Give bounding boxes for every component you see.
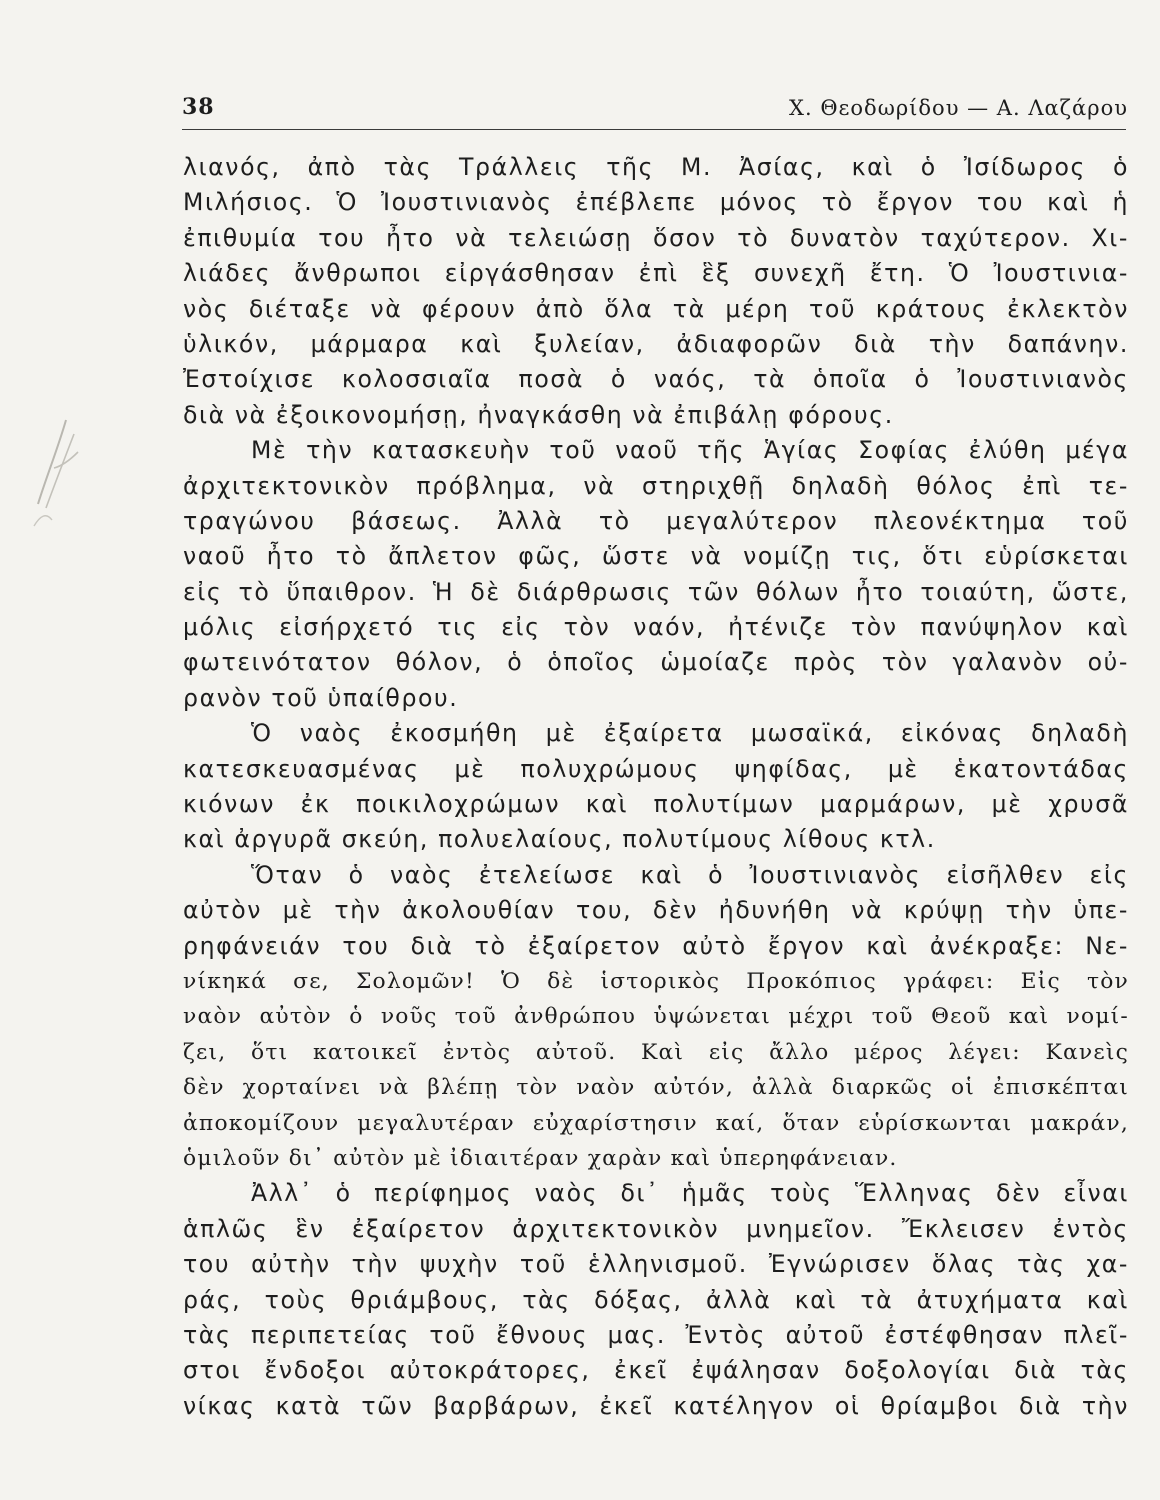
text-line: κιόνων ἐκ ποικιλοχρώμων καὶ πολυτίμων μαρμάρων, μὲ χρυσᾶ [183, 790, 1129, 819]
text-line: νίκηκά σε, Σολομῶν! Ὁ δὲ ἱστορικὸς Προκόπιος γράφει: Εἰς τὸν [183, 968, 1129, 994]
text-line: Ὁ ναὸς ἐκοσμήθη μὲ ἐξαίρετα μωσαϊκά, εἰκόνας δηλαδὴ [251, 719, 1129, 748]
text-line: στοι ἔνδοξοι αὐτοκράτορες, ἐκεῖ ἐψάλησαν δοξολογίαι διὰ τὰς [183, 1356, 1129, 1385]
text-line: Ἀλλ᾿ ὁ περίφημος ναὸς δι᾿ ἡμᾶς τοὺς Ἕλληνας δὲν εἶναι [251, 1179, 1129, 1208]
text-line: του αὐτὴν τὴν ψυχὴν τοῦ ἑλληνισμοῦ. Ἐγνώρισεν ὅλας τὰς χα- [183, 1250, 1129, 1279]
page-number: 38 [182, 94, 215, 120]
text-line: Ἐστοίχισε κολοσσιαῖα ποσὰ ὁ ναός, τὰ ὁποῖα ὁ Ἰουστινιανὸς [183, 365, 1129, 394]
text-line: μόλις εἰσήρχετό τις εἰς τὸν ναόν, ἠτένιζε τὸν πανύψηλον καὶ [183, 613, 1129, 642]
text-line: διὰ νὰ ἐξοικονομήσῃ, ἠναγκάσθη νὰ ἐπιβάλῃ φόρους. [183, 400, 894, 429]
text-line: λιάδες ἄνθρωποι εἰργάσθησαν ἐπὶ ἓξ συνεχῆ ἔτη. Ὁ Ἰουστινια- [183, 259, 1129, 288]
text-line: τραγώνου βάσεως. Ἀλλὰ τὸ μεγαλύτερον πλεονέκτημα τοῦ [183, 506, 1129, 535]
text-line: εἰς τὸ ὕπαιθρον. Ἡ δὲ διάρθρωσις τῶν θόλων ἦτο τοιαύτη, ὥστε, [183, 577, 1129, 606]
text-line: ὁμιλοῦν δι᾿ αὐτὸν μὲ ἰδιαιτέραν χαρὰν καὶ ὑπερηφάνειαν. [183, 1145, 898, 1171]
text-line: τὰς περιπετείας τοῦ ἔθνους μας. Ἐντὸς αὐτοῦ ἐστέφθησαν πλεῖ- [183, 1320, 1129, 1349]
text-line: αὐτὸν μὲ τὴν ἀκολουθίαν του, δὲν ἠδυνήθη νὰ κρύψῃ τὴν ὑπε- [183, 896, 1129, 925]
text-line: λιανός, ἀπὸ τὰς Τράλλεις τῆς Μ. Ἀσίας, καὶ ὁ Ἰσίδωρος ὁ [183, 153, 1129, 181]
text-line: Ὅταν ὁ ναὸς ἐτελείωσε καὶ ὁ Ἰουστινιανὸς εἰσῆλθεν εἰς [251, 860, 1129, 889]
text-line: Μὲ τὴν κατασκευὴν τοῦ ναοῦ τῆς Ἁγίας Σοφίας ἐλύθη μέγα [251, 436, 1129, 465]
text-line: ἀρχιτεκτονικὸν πρόβλημα, νὰ στηριχθῇ δηλαδὴ θόλος ἐπὶ τε- [183, 471, 1129, 500]
text-line: Μιλήσιος. Ὁ Ἰουστινιανὸς ἐπέβλεπε μόνος τὸ ἔργον του καὶ ἡ [183, 188, 1129, 217]
text-line: δὲν χορταίνει νὰ βλέπῃ τὸν ναὸν αὐτόν, ἀλλὰ διαρκῶς οἱ ἐπισκέπται [183, 1075, 1129, 1101]
text-line: ρανὸν τοῦ ὑπαίθρου. [183, 683, 459, 712]
header-rule [182, 129, 1126, 130]
page-header [182, 94, 1128, 128]
text-line: νίκας κατὰ τῶν βαρβάρων, ἐκεῖ κατέληγον οἱ θρίαμβοι διὰ τὴν [183, 1391, 1129, 1420]
text-line: ζει, ὅτι κατοικεῖ ἐντὸς αὐτοῦ. Καὶ εἰς ἄλλο μέρος λέγει: Κανεὶς [183, 1039, 1129, 1065]
body-text [183, 150, 1129, 1424]
text-line: ἀποκομίζουν μεγαλυτέραν εὐχαρίστησιν καί, ὅταν εὑρίσκωνται μακράν, [183, 1110, 1129, 1136]
text-line: φωτεινότατον θόλον, ὁ ὁποῖος ὡμοίαζε πρὸς τὸν γαλανὸν οὐ- [183, 648, 1129, 677]
text-line: ἁπλῶς ἓν ἐξαίρετον ἀρχιτεκτονικὸν μνημεῖον. Ἔκλεισεν ἐντὸς [183, 1214, 1129, 1243]
pencil-mark [24, 408, 94, 538]
text-line: ράς, τοὺς θριάμβους, τὰς δόξας, ἀλλὰ καὶ τὰ ἀτυχήματα καὶ [183, 1285, 1129, 1314]
text-line: ρηφάνειάν του διὰ τὸ ἐξαίρετον αὐτὸ ἔργον καὶ ἀνέκραξε: Νε- [183, 931, 1129, 960]
running-head-authors: Χ. Θεοδωρίδου — Α. Λαζάρου [789, 96, 1128, 120]
text-line: ἐπιθυμία του ἦτο νὰ τελειώσῃ ὅσον τὸ δυνατὸν ταχύτερον. Χι- [183, 223, 1129, 252]
text-line: ναοῦ ἦτο τὸ ἄπλετον φῶς, ὥστε νὰ νομίζῃ τις, ὅτι εὑρίσκεται [183, 542, 1129, 571]
text-line: νὸς διέταξε νὰ φέρουν ἀπὸ ὅλα τὰ μέρη τοῦ κράτους ἐκλεκτὸν [183, 294, 1129, 323]
text-line: ὑλικόν, μάρμαρα καὶ ξυλείαν, ἀδιαφορῶν διὰ τὴν δαπάνην. [183, 329, 1129, 358]
text-line: καὶ ἀργυρᾶ σκεύη, πολυελαίους, πολυτίμους λίθους κτλ. [183, 825, 936, 854]
text-line: κατεσκευασμένας μὲ πολυχρώμους ψηφίδας, μὲ ἑκατοντάδας [183, 754, 1129, 783]
text-line: ναὸν αὐτὸν ὁ νοῦς τοῦ ἀνθρώπου ὑψώνεται μέχρι τοῦ Θεοῦ καὶ νομί- [183, 1004, 1129, 1030]
